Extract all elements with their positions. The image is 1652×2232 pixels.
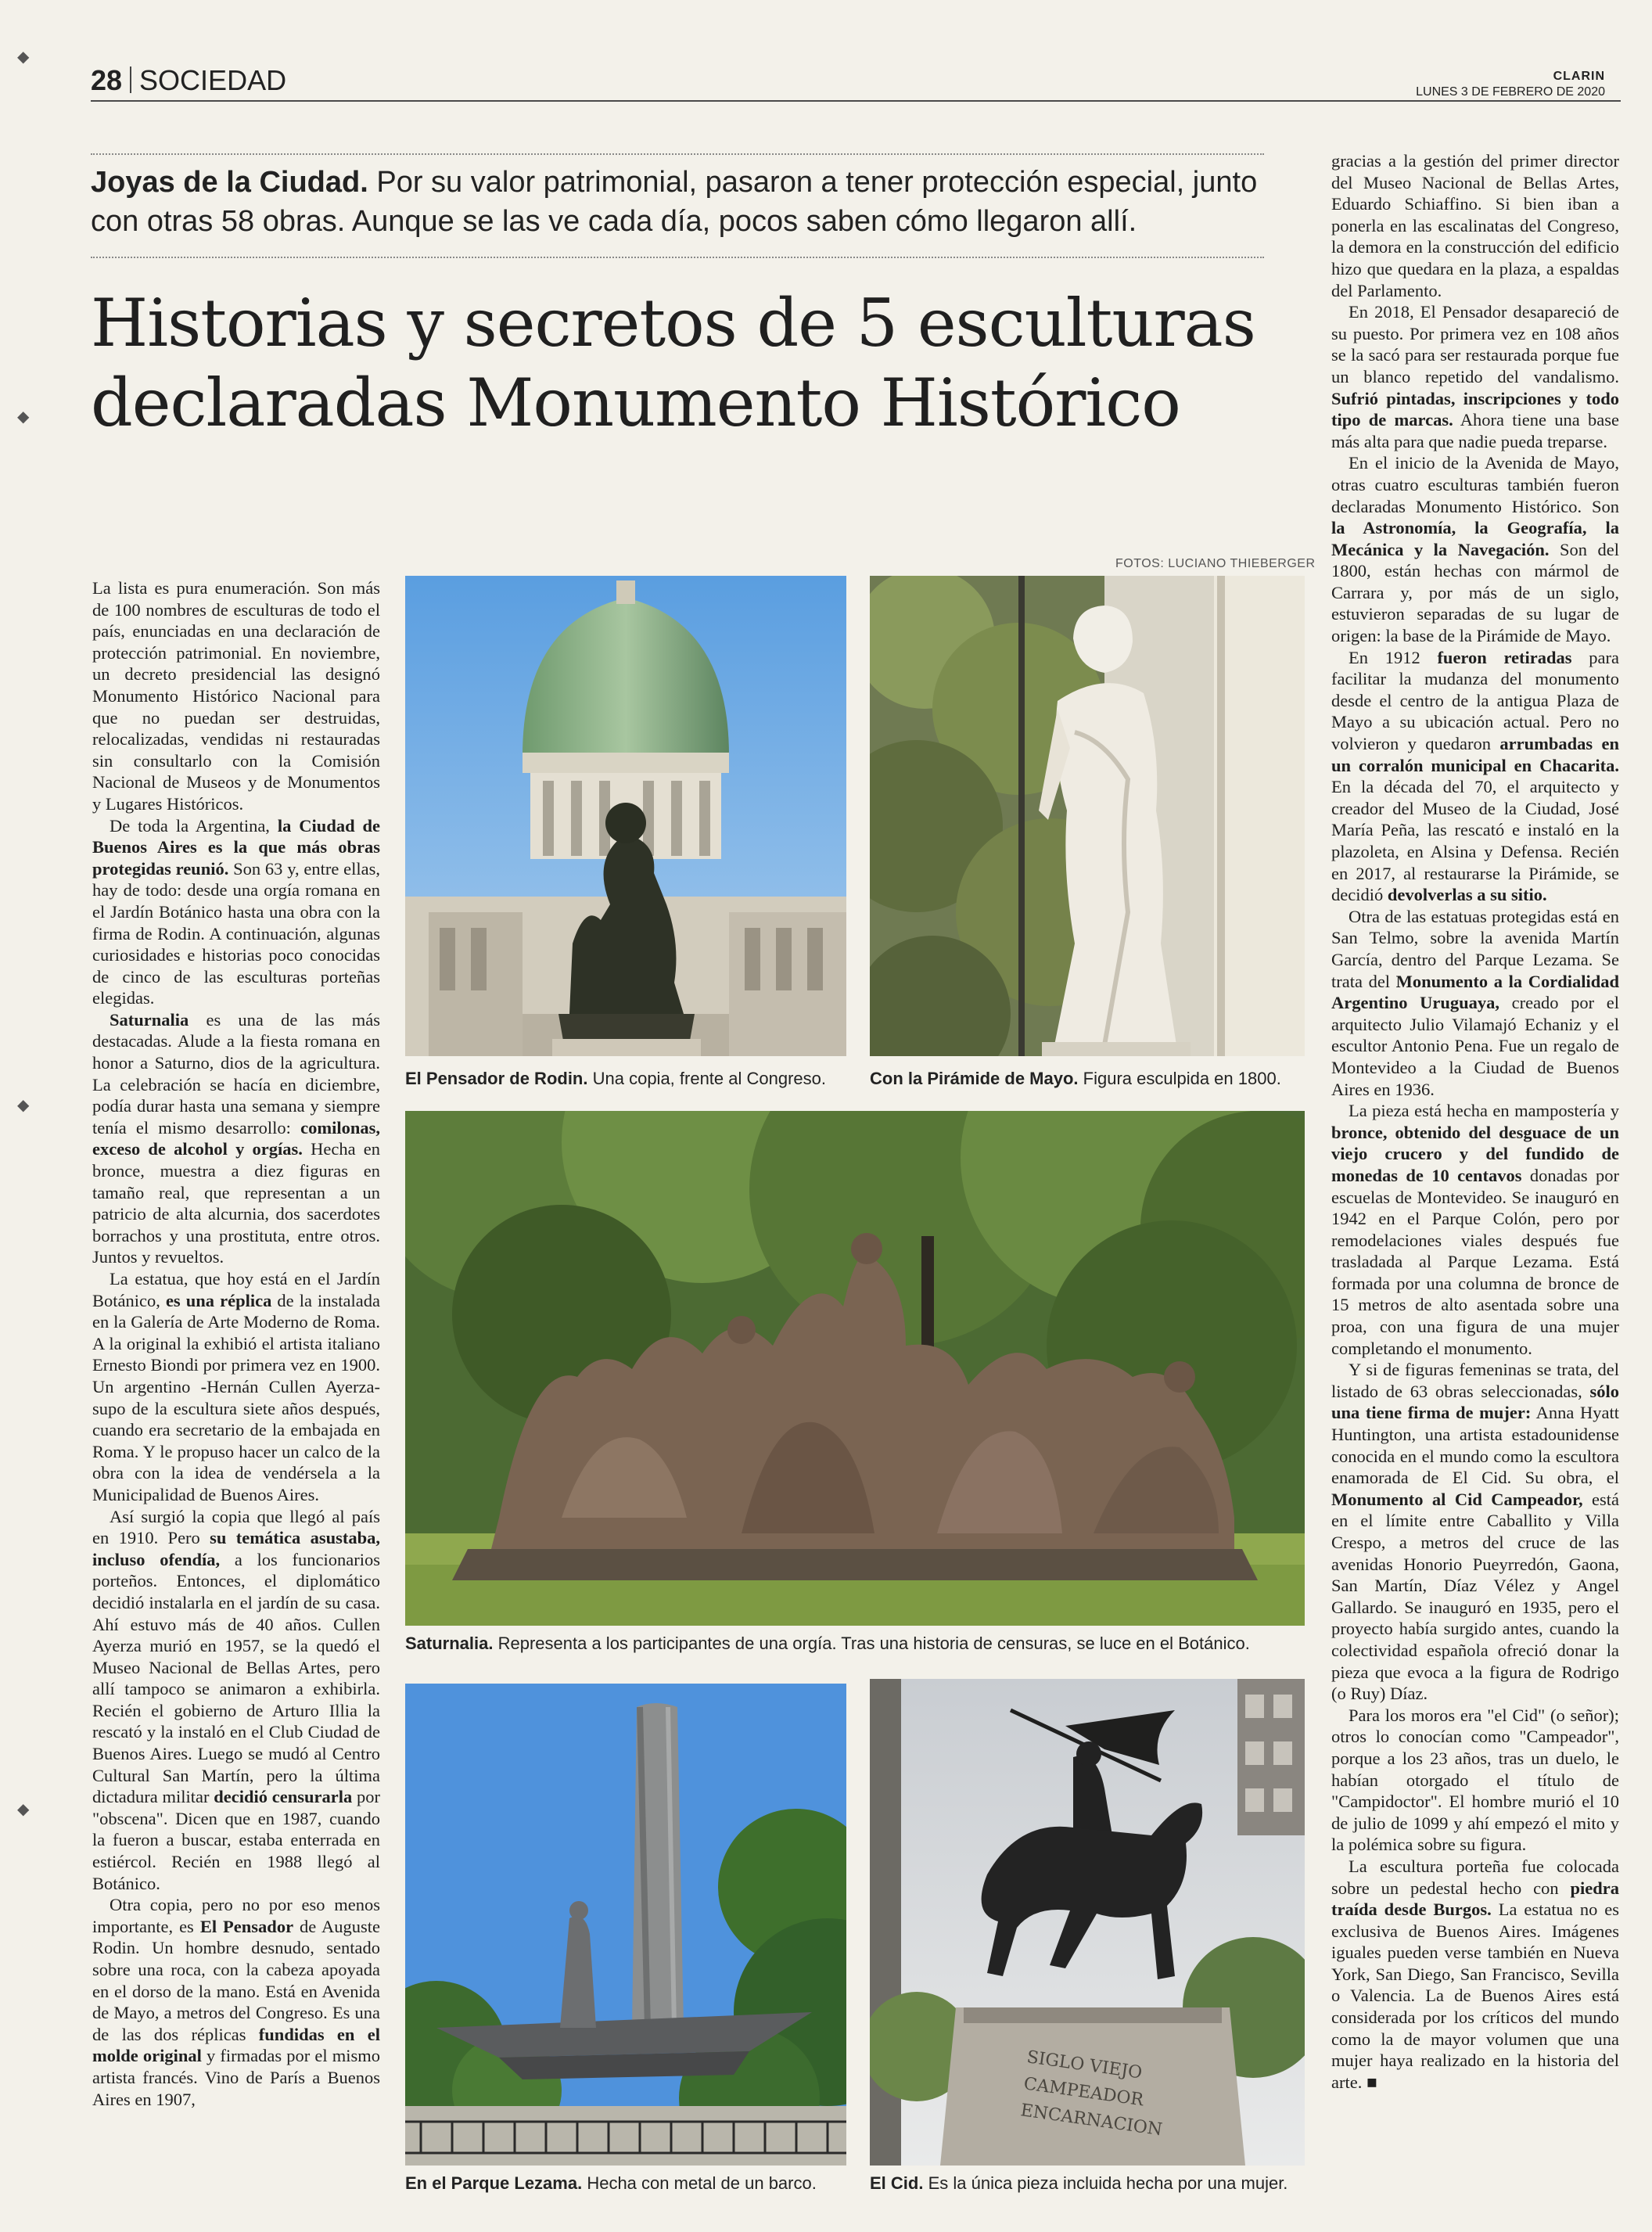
paragraph <box>1331 1359 1619 1705</box>
caption-text: Hecha con metal de un barco. <box>587 2173 817 2193</box>
paragraph-text: está en el límite entre Caballito y Villa Crespo, a metros del cruce de las avenidas Honorio Pueyrredón, Gaona, San Martín, Díaz Vélez y Angel Gallardo. Se inauguró en 1935, pero el proyecto había surgido antes, cuando la colectividad española ofreció donar la pieza que evoca a la figura de Rodrigo (o Ruy) Díaz. <box>1331 1489 1619 1704</box>
paragraph <box>1331 452 1619 646</box>
paragraph-highlight: decidió censurarla <box>214 1787 353 1807</box>
caption-el-cid <box>870 2173 1287 2194</box>
paragraph-text: creado por el arquitecto Julio Vilamajó Echaniz y el escultor Antonio Pena. Fue un regalo de Montevideo a la Ciudad de Buenos Aires en 1936. <box>1331 993 1620 1099</box>
photo-parque-lezama <box>405 1684 846 2166</box>
paragraph-text: y firmadas por el mismo artista francés. Vino de París a Buenos Aires en 1907, <box>92 2046 381 2109</box>
paragraph-text: En 1912 <box>1349 647 1420 667</box>
pedestal-inscription-line: CAMPEADOR <box>1022 2074 1145 2111</box>
paragraph-text: En el inicio de la Avenida de Mayo, otras cuatro esculturas también fueron declaradas Monumento Histórico. Son <box>1331 453 1619 516</box>
kicker-rule-bottom <box>91 257 1264 258</box>
caption-text: Figura esculpida en 1800. <box>1083 1069 1281 1088</box>
page-header-right <box>1416 69 1605 100</box>
paragraph-text: de la instalada en la Galería de Arte Moderno de Roma. A la original la exhibió el artista italiano Ernesto Biondi por primera vez en 1900. Un argentino -Hernán Cullen Ayerza- supo de la escultura siete años después, cuando era secretario de la embajada en Roma. Y le propuso hacer un calco de la obra con la idea de vendérsela a la Municipalidad de Buenos Aires. <box>92 1290 381 1504</box>
pedestal-inscription-line: SIGLO VIEJO <box>1025 2047 1144 2083</box>
pedestal-inscription-line: ENCARNACION <box>1019 2101 1164 2140</box>
paragraph-highlight: El Pensador <box>199 1916 294 1936</box>
paragraph-highlight: fueron retiradas <box>1437 647 1572 667</box>
caption-saturnalia <box>405 1634 1250 1654</box>
paragraph-text: Ahora tiene una base más alta para que nadie pueda treparse. <box>1331 410 1619 451</box>
photo-credit: FOTOS: LUCIANO THIEBERGER <box>1115 557 1316 570</box>
paragraph-text: de Auguste Rodin. Un hombre desnudo, sentado sobre una roca, con la cabeza apoyada en el dorso de la mano. Está en Avenida de Mayo, a metros del Congreso. Es una de las dos réplicas <box>92 1916 381 2044</box>
paragraph <box>1331 1856 1619 2094</box>
end-mark: ■ <box>1366 2072 1377 2092</box>
paragraph-highlight: comilonas, exceso de alcohol y orgías. <box>92 1117 380 1159</box>
paragraph-text: La estatua no es exclusiva de Buenos Aires. Imágenes iguales pueden verse también en Nueva York, San Diego, San Francisco, Sevilla o Valencia. La de Buenos Aires está considerada por los críticos del mundo como la de mayor volumen que una mujer haya realizado en la historia del arte. <box>1331 1900 1620 2092</box>
paragraph-text: donadas por escuelas de Montevideo. Se inauguró en 1942 en el Parque Colón, pero por remodelaciones viales después fue trasladada al Parque Lezama. Está formada por una columna de bronce de 15 metros de alto asentada sobre una proa, con una figura de una mujer completando el monumento. <box>1331 1165 1619 1358</box>
paragraph <box>1331 301 1619 452</box>
headline <box>91 283 1311 443</box>
paragraph-text: La pieza está hecha en mampostería y <box>1349 1101 1619 1121</box>
caption-text: Representa a los participantes de una orgía. Tras una historia de censuras, se luce en el Botánico. <box>497 1634 1250 1653</box>
paragraph-text: Son 63 y, entre ellas, hay de todo: desde una orgía romana en el Jardín Botánico hasta una obra con la firma de Rodin. A continuación, algunas curiosidades e historias poco conocidas de cinco de las esculturas porteñas elegidas. <box>92 858 380 1008</box>
paragraph-text: La estatua, que hoy está en el Jardín Botánico, <box>92 1269 380 1310</box>
caption-el-pensador <box>405 1069 826 1089</box>
registration-mark: ◆ <box>17 47 30 66</box>
paragraph-text: La lista es pura enumeración. Son más de 100 nombres de esculturas de todo el país, enunciadas en una declaración de protección patrimonial. En noviembre, un decreto presidencial las designó Monumento Histórico Nacional para que no puedan ser destruidas, relocalizadas, vendidas ni restauradas sin consultarlo con la Comisión Nacional de Museos y de Monumentos y Lugares Históricos. <box>92 578 380 814</box>
paragraph-highlight: bronce, obtenido del desguace de un viejo crucero y del fundido de monedas de 10 centavos <box>1331 1122 1619 1185</box>
kicker-rule-top <box>91 153 1264 155</box>
paragraph <box>1331 906 1619 1100</box>
kicker-lead: Joyas de la Ciudad. <box>91 166 368 199</box>
registration-mark: ◆ <box>17 1095 30 1114</box>
header-divider <box>130 66 131 93</box>
paragraph <box>92 1506 380 1895</box>
paragraph-highlight: arrumbadas en un corralón municipal en Chacarita. <box>1331 734 1620 775</box>
paragraph-highlight: piedra traída desde Burgos. <box>1331 1878 1620 1920</box>
caption-parque-lezama <box>405 2173 817 2194</box>
paragraph <box>92 1894 380 2110</box>
paragraph-text: gracias a la gestión del primer director del Museo Nacional de Bellas Artes, Eduardo Schiaffino. Si bien iban a ponerla en las escalinatas del Congreso, la demora en la construcción del edificio hizo que quedara en la plaza, a espaldas del Parlamento. <box>1331 151 1619 300</box>
photo-piramide-de-mayo <box>870 576 1305 1056</box>
paragraph-text: a los funcionarios porteños. Entonces, el diplomático decidió instalarla en el jardín de su casa. Ahí estuvo más de 40 años. Cullen Ayerza murió en 1957, se la quedó el Museo Nacional de Bellas Artes, pero allí tampoco se animaron a exhibirla. Recién el gobierno de Arturo Illia la rescató y la instaló en el Club Ciudad de Buenos Aires. Luego se mudó al Centro Cultural San Martín, pero la última dictadura militar <box>92 1549 380 1807</box>
paragraph-highlight: Saturnalia <box>110 1009 189 1030</box>
caption-lead: El Cid. <box>870 2173 924 2193</box>
headline-line-1: Historias y secretos de 5 esculturas <box>91 285 1255 361</box>
header-rule <box>91 100 1621 102</box>
paragraph <box>1331 1705 1619 1856</box>
paragraph-text: Otra copia, pero no por eso menos importante, es <box>92 1895 380 1936</box>
caption-text: Una copia, frente al Congreso. <box>592 1069 827 1088</box>
caption-piramide-de-mayo <box>870 1069 1281 1089</box>
photo-parque-lezama-image <box>405 1684 846 2166</box>
paragraph-highlight: es una réplica <box>165 1290 272 1310</box>
paragraph-text: La escultura porteña fue colocada sobre un pedestal hecho con <box>1331 1856 1619 1898</box>
paragraph-text: Son del 1800, están hechas con mármol de Carrara y, por más de un siglo, estuvieron separadas de su lugar de origen: la base de la Pirámide de Mayo. <box>1331 539 1619 646</box>
kicker <box>91 163 1295 241</box>
newspaper-name: CLARIN <box>1553 70 1605 83</box>
photo-saturnalia <box>405 1111 1305 1626</box>
paragraph <box>1331 647 1619 906</box>
paragraph-text: En la década del 70, el arquitecto y creador del Museo de la Ciudad, José María Peña, las rescató e instaló en la plazoleta, en Alsina y Defensa. Recién en 2017, al restaurarse la Pirámide, se decidió <box>1331 777 1619 905</box>
paragraph-text: para facilitar la mudanza del monumento desde el centro de la antigua Plaza de Mayo a su ubicación actual. Pero no volvieron y quedaron <box>1331 647 1619 754</box>
paragraph-text: Otra de las estatuas protegidas está en San Telmo, sobre la avenida Martín García, dentro del Parque Lezama. Se trata del <box>1331 906 1619 991</box>
paragraph-text: Así surgió la copia que llegó al país en 1910. Pero <box>92 1506 380 1548</box>
photo-el-pensador-image <box>405 576 846 1056</box>
paragraph-highlight: Monumento al Cid Campeador, <box>1331 1489 1583 1509</box>
photo-el-cid <box>870 1679 1305 2166</box>
caption-lead: Saturnalia. <box>405 1634 494 1653</box>
paragraph-text: De toda la Argentina, <box>110 815 270 836</box>
paragraph-highlight: sólo una tiene firma de mujer: <box>1331 1381 1620 1423</box>
paragraph-text: por "obscena". Dicen que en 1987, cuando la fueron a buscar, estaba enterrada en estiércol. Recién en 1988 llegó al Botánico. <box>92 1787 380 1893</box>
page-header-left <box>91 64 286 97</box>
paragraph-text: Para los moros era "el Cid" (o señor); otros lo conocían como "Campeador", porque a los 23 años, tras un duelo, le habían otorgado el título de "Campidoctor". El hombre murió el 10 de julio de 1099 y ahí empezó el mito y la polémica sobre su figura. <box>1331 1705 1619 1855</box>
photo-piramide-de-mayo-image <box>870 576 1305 1056</box>
headline-line-2: declaradas Monumento Histórico <box>91 365 1180 441</box>
section-name: SOCIEDAD <box>139 64 287 96</box>
kicker-text: Por su valor patrimonial, pasaron a tener protección especial, junto con otras 58 obras. Aunque se las ve cada día, pocos saben cómo llegaron allí. <box>91 166 1258 238</box>
photo-el-pensador <box>405 576 846 1056</box>
paragraph-text: Anna Hyatt Huntington, una artista estadounidense conocida en el mundo como la escultora enamorada de El Cid. Su obra, el <box>1331 1403 1619 1488</box>
left-article-column <box>92 577 380 2110</box>
paragraph-text: Y si de figuras femeninas se trata, del listado de 63 obras seleccionadas, <box>1331 1360 1619 1401</box>
paragraph <box>92 1268 380 1506</box>
caption-lead: El Pensador de Rodin. <box>405 1069 588 1088</box>
caption-text: Es la única pieza incluida hecha por una mujer. <box>928 2173 1288 2193</box>
photo-saturnalia-image <box>405 1111 1305 1626</box>
registration-mark: ◆ <box>17 407 30 426</box>
paragraph-text: Hecha en bronce, muestra a diez figuras en tamaño real, que representan a un patricio de alta alcurnia, dos sacerdotes borrachos y una prostituta, entre otros. Juntos y revueltos. <box>92 1139 380 1267</box>
paragraph <box>1331 1100 1619 1359</box>
paragraph <box>92 1009 380 1268</box>
paragraph <box>92 577 380 815</box>
page-number: 28 <box>91 64 123 96</box>
paragraph-highlight: Monumento a la Cordialidad Argentino Uruguaya, <box>1331 971 1620 1013</box>
caption-lead: Con la Pirámide de Mayo. <box>870 1069 1079 1088</box>
paragraph-highlight: Sufrió pintadas, inscripciones y todo tipo de marcas. <box>1331 388 1619 430</box>
paragraph-highlight: devolverlas a su sitio. <box>1387 885 1547 905</box>
paragraph-highlight: fundidas en el molde original <box>92 2024 381 2066</box>
publication-date: LUNES 3 DE FEBRERO DE 2020 <box>1416 85 1605 99</box>
paragraph-text: es una de las más destacadas. Alude a la fiesta romana en honor a Saturno, dios de la agricultura. La celebración se hacía en diciembre, podía durar hasta una semana y siempre tenía el mismo desarrollo: <box>92 1009 380 1138</box>
paragraph-text: En 2018, El Pensador desapareció de su puesto. Por primera vez en 108 años se la sacó para ser restaurada porque fue un blanco repetido del vandalismo. <box>1331 302 1619 386</box>
paragraph <box>92 815 380 1009</box>
paragraph-highlight: la Astronomía, la Geografía, la Mecánica y la Navegación. <box>1331 518 1619 559</box>
caption-lead: En el Parque Lezama. <box>405 2173 583 2193</box>
paragraph-highlight: su temática asustaba, incluso ofendía, <box>92 1528 381 1569</box>
paragraph-highlight: la Ciudad de Buenos Aires es la que más obras protegidas reunió. <box>92 815 381 879</box>
photo-el-cid-image <box>870 1679 1305 2166</box>
paragraph <box>1331 150 1619 301</box>
right-article-column <box>1331 150 1619 2093</box>
registration-mark: ◆ <box>17 1799 30 1818</box>
